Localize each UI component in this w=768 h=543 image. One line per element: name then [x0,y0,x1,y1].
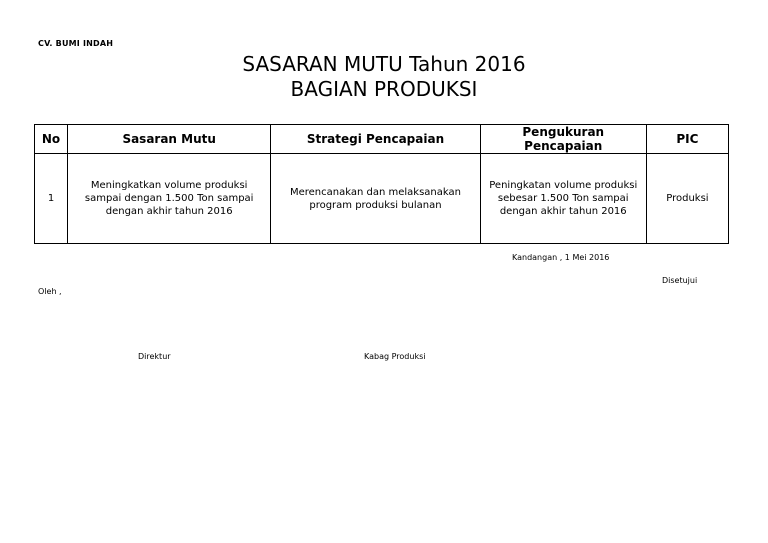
quality-goals-table [34,124,729,244]
company-name: CV. BUMI INDAH [38,39,114,48]
header-no: No [35,125,68,154]
header-pengukuran-pencapaian: Pengukuran Pencapaian [480,125,646,154]
table-row [35,154,729,244]
table-header-row [35,125,729,154]
header-strategi-pencapaian: Strategi Pencapaian [271,125,480,154]
cell-strategi-pencapaian: Merencanakan dan melaksanakan program produksi bulanan [271,154,480,244]
header-sasaran-mutu: Sasaran Mutu [68,125,271,154]
director-signature-label: Direktur [138,352,171,361]
approved-label: Disetujui [662,276,698,285]
header-pic: PIC [646,125,728,154]
place-date: Kandangan , 1 Mei 2016 [512,253,610,262]
document-title: SASARAN MUTU Tahun 2016 [242,52,526,76]
document-subtitle: BAGIAN PRODUKSI [290,77,478,101]
cell-pic: Produksi [646,154,728,244]
by-label: Oleh , [38,287,62,296]
cell-no: 1 [35,154,68,244]
head-production-signature-label: Kabag Produksi [364,352,426,361]
cell-sasaran-mutu: Meningkatkan volume produksi sampai dengan 1.500 Ton sampai dengan akhir tahun 2016 [68,154,271,244]
cell-pengukuran-pencapaian: Peningkatan volume produksi sebesar 1.500 Ton sampai dengan akhir tahun 2016 [480,154,646,244]
